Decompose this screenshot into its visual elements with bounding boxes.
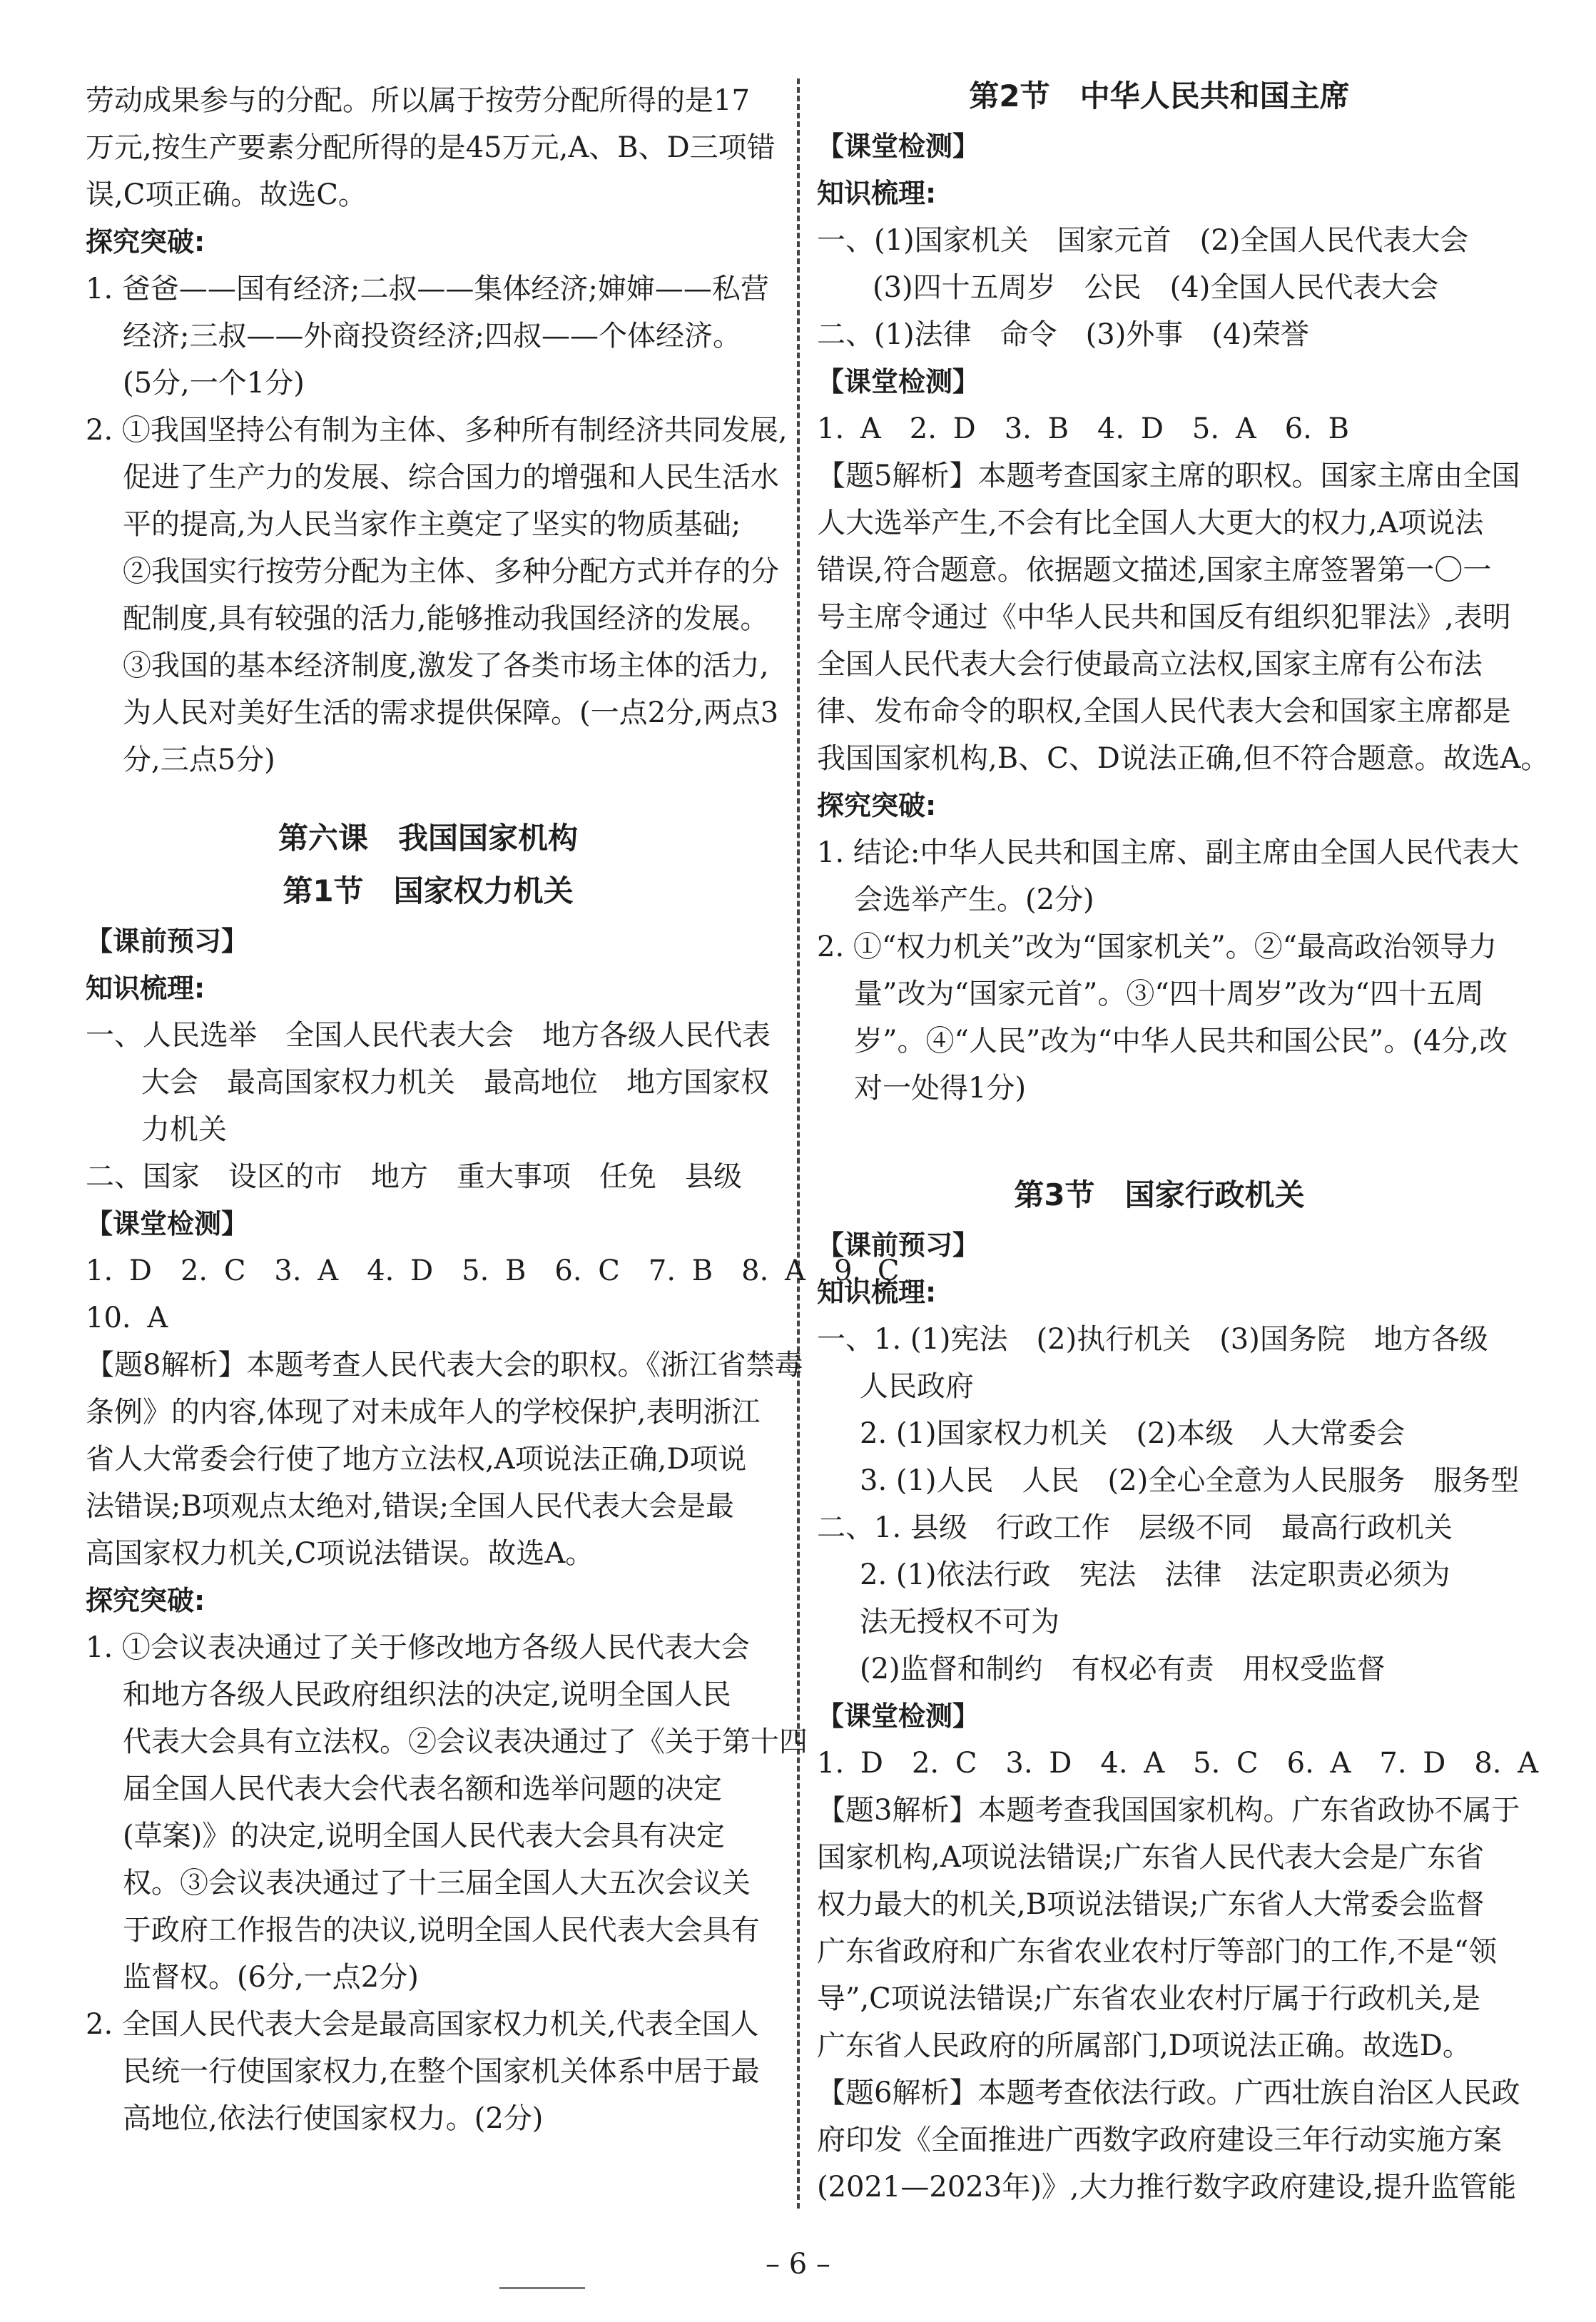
text-line: 代表大会具有立法权。②会议表决通过了《关于第十四 [123, 1725, 808, 1758]
preview-tag: 【课前预习】 [86, 926, 249, 957]
text-line: 1. ①会议表决通过了关于修改地方各级人民代表大会 [86, 1631, 750, 1664]
text-line: 3. (1)人民 人民 (2)全心全意为人民服务 服务型 [860, 1464, 1520, 1497]
text-line: 平的提高,为人民当家作主奠定了坚实的物质基础; [123, 508, 741, 541]
text-line: 1. 结论:中华人民共和国主席、副主席由全国人民代表大 [817, 836, 1520, 869]
text-line: (草案)》的决定,说明全国人民代表大会具有决定 [123, 1820, 725, 1852]
analysis-line: 权力最大的机关,B项说法错误;广东省人大常委会监督 [817, 1888, 1485, 1921]
analysis-line: 高国家权力机关,C项说法错误。故选A。 [86, 1537, 594, 1570]
check-tag: 【课堂检测】 [86, 1208, 249, 1239]
text-line: 届全国人民代表大会代表名额和选举问题的决定 [123, 1773, 722, 1805]
analysis-line: 法错误;B项观点太绝对,错误;全国人民代表大会是最 [86, 1490, 735, 1523]
text-line: 2. ①“权力机关”改为“国家机关”。②“最高政治领导力 [817, 931, 1498, 963]
text-line: (5分,一个1分) [123, 367, 305, 400]
text-line: 和地方各级人民政府组织法的决定,说明全国人民 [123, 1678, 731, 1711]
analysis-line: 国家机构,A项说法错误;广东省人民代表大会是广东省 [817, 1841, 1485, 1874]
text-line: 一、1. (1)宪法 (2)执行机关 (3)国务院 地方各级 [817, 1323, 1488, 1356]
text-line: 分,三点5分) [123, 744, 275, 776]
preview-tag: 【课前预习】 [817, 1230, 980, 1261]
section-title: 第1节 国家权力机关 [283, 873, 574, 908]
answer-line: 1. D 2. C 3. A 4. D 5. B 6. C 7. B 8. A 9. C [86, 1254, 900, 1287]
text-line: 法无授权不可为 [860, 1606, 1059, 1638]
analysis-line: (2021—2023年)》,大力推行数字政府建设,提升监管能 [817, 2171, 1517, 2204]
analysis-line: 我国国家机构,B、C、D说法正确,但不符合题意。故选A。 [817, 742, 1550, 775]
analysis-line: 全国人民代表大会行使最高立法权,国家主席有公布法 [817, 648, 1483, 681]
text-line: 1. 爸爸——国有经济;二叔——集体经济;婶婶——私营 [86, 273, 769, 305]
analysis-line: 【题3解析】本题考查我国国家机构。广东省政协不属于 [817, 1794, 1520, 1827]
text-line: 二、国家 设区的市 地方 重大事项 任免 县级 [86, 1160, 742, 1193]
analysis-line: 【题6解析】本题考查依法行政。广西壮族自治区人民政 [817, 2077, 1520, 2109]
analysis-line: 【题5解析】本题考查国家主席的职权。国家主席由全国 [817, 460, 1520, 492]
text-line: ③我国的基本经济制度,激发了各类市场主体的活力, [123, 649, 769, 682]
text-line: ②我国实行按劳分配为主体、多种分配方式并存的分 [123, 555, 779, 588]
check-tag: 【课堂检测】 [817, 366, 980, 397]
text-line: 于政府工作报告的决议,说明全国人民代表大会具有 [123, 1914, 760, 1947]
text-line: 岁”。④“人民”改为“中华人民共和国公民”。(4分,改 [854, 1025, 1508, 1058]
text-line: 经济;三叔——外商投资经济;四叔——个体经济。 [123, 320, 741, 353]
analysis-line: 错误,符合题意。依据题文描述,国家主席签署第一〇一 [817, 554, 1492, 587]
text-line: 万元,按生产要素分配所得的是45万元,A、B、D三项错 [86, 131, 776, 164]
analysis-line: 广东省政府和广东省农业农村厅等部门的工作,不是“领 [817, 1935, 1498, 1968]
analysis-line: 府印发《全面推进广西数字政府建设三年行动实施方案 [817, 2124, 1502, 2156]
check-tag: 【课堂检测】 [817, 131, 980, 162]
answer-line: 1. A 2. D 3. B 4. D 5. A 6. B [817, 412, 1349, 445]
check-tag: 【课堂检测】 [817, 1700, 980, 1732]
analysis-line: 省人大常委会行使了地方立法权,A项说法正确,D项说 [86, 1443, 747, 1476]
analysis-line: 广东省人民政府的所属部门,D项说法正确。故选D。 [817, 2029, 1471, 2062]
text-line: 会选举产生。(2分) [854, 883, 1094, 916]
text-line: 力机关 [141, 1113, 227, 1146]
knowledge-heading: 知识梳理: [817, 178, 937, 209]
analysis-line: 人大选举产生,不会有比全国人大更大的权力,A项说法 [817, 507, 1484, 539]
knowledge-heading: 知识梳理: [86, 973, 205, 1004]
right-column [817, 70, 1550, 2211]
text-line: 民统一行使国家权力,在整个国家机关体系中居于最 [123, 2055, 760, 2088]
text-line: 为人民对美好生活的需求提供保障。(一点2分,两点3 [123, 696, 779, 729]
text-line: 监督权。(6分,一点2分) [123, 1961, 419, 1994]
analysis-line: 条例》的内容,体现了对未成年人的学校保护,表明浙江 [86, 1396, 761, 1429]
text-line: 对一处得1分) [854, 1072, 1027, 1105]
text-line: 促进了生产力的发展、综合国力的增强和人民生活水 [123, 461, 779, 494]
analysis-line: 【题8解析】本题考查人民代表大会的职权。《浙江省禁毒 [86, 1349, 803, 1381]
text-line: 2. ①我国坚持公有制为主体、多种所有制经济共同发展, [86, 414, 788, 447]
text-line: 2. (1)国家权力机关 (2)本级 人大常委会 [860, 1417, 1406, 1450]
text-line: (3)四十五周岁 公民 (4)全国人民代表大会 [873, 271, 1439, 304]
text-line: 一、(1)国家机关 国家元首 (2)全国人民代表大会 [817, 224, 1469, 257]
explore-heading: 探究突破: [86, 1585, 205, 1616]
text-line: 权。③会议表决通过了十三届全国人大五次会议关 [123, 1867, 751, 1900]
text-line: 误,C项正确。故选C。 [86, 178, 367, 211]
lesson-title: 第六课 我国国家机构 [278, 821, 578, 856]
text-line: 大会 最高国家权力机关 最高地位 地方国家权 [141, 1066, 769, 1099]
section-title: 第3节 国家行政机关 [1014, 1177, 1305, 1212]
footer-rule [499, 2287, 585, 2289]
text-line: (2)监督和制约 有权必有责 用权受监督 [860, 1653, 1386, 1685]
analysis-line: 号主席令通过《中华人民共和国反有组织犯罪法》,表明 [817, 601, 1511, 634]
text-line: 高地位,依法行使国家权力。(2分) [123, 2102, 544, 2135]
text-line: 劳动成果参与的分配。所以属于按劳分配所得的是17 [86, 84, 750, 117]
text-line: 人民政府 [860, 1370, 974, 1403]
explore-heading: 探究突破: [817, 790, 937, 821]
text-line: 二、1. 县级 行政工作 层级不同 最高行政机关 [817, 1511, 1453, 1544]
text-line: 2. 全国人民代表大会是最高国家权力机关,代表全国人 [86, 2008, 759, 2041]
text-line: 一、人民选举 全国人民代表大会 地方各级人民代表 [86, 1019, 771, 1052]
left-column [86, 77, 900, 2142]
page-number: – 6 – [766, 2248, 830, 2281]
text-line: 量”改为“国家元首”。③“四十周岁”改为“四十五周 [854, 978, 1484, 1010]
answer-line: 10. A [86, 1302, 168, 1334]
column-divider [797, 78, 800, 2209]
explore-heading: 探究突破: [86, 226, 205, 258]
text-line: 2. (1)依法行政 宪法 法律 法定职责必须为 [860, 1558, 1450, 1591]
knowledge-heading: 知识梳理: [817, 1277, 937, 1308]
analysis-line: 律、发布命令的职权,全国人民代表大会和国家主席都是 [817, 695, 1511, 728]
text-line: 配制度,具有较强的活力,能够推动我国经济的发展。 [123, 602, 769, 635]
answer-line: 1. D 2. C 3. D 4. A 5. C 6. A 7. D 8. A [817, 1747, 1539, 1780]
section-title: 第2节 中华人民共和国主席 [969, 78, 1350, 113]
analysis-line: 导”,C项说法错误;广东省农业农村厅属于行政机关,是 [817, 1982, 1480, 2015]
text-line: 二、(1)法律 命令 (3)外事 (4)荣誉 [817, 318, 1309, 351]
